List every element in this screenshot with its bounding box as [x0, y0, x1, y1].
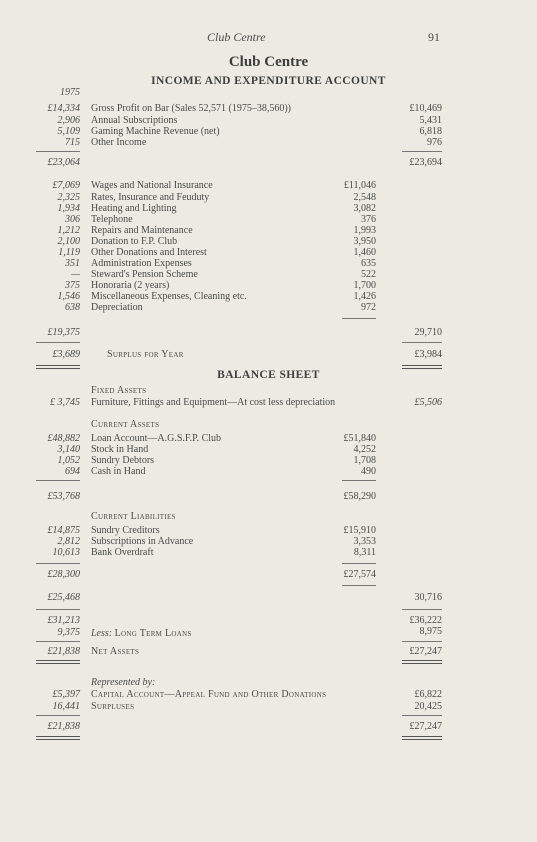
income-desc: Gross Profit on Bar (Sales 52,571 (1975–38,560)) — [91, 103, 291, 114]
surpluses-amount: 20,425 — [414, 701, 442, 712]
asset-desc: Cash in Hand — [91, 466, 146, 477]
asset-amount: £51,840 — [343, 433, 376, 444]
income-amount: £10,469 — [409, 103, 442, 114]
loans-label-text: Long Term Loans — [114, 628, 192, 639]
loans-amount: 8,975 — [419, 626, 442, 637]
asset-prev: £48,882 — [47, 433, 80, 444]
rule — [402, 641, 442, 642]
income-prev: 5,109 — [57, 126, 80, 137]
balance-heading: BALANCE SHEET — [217, 369, 320, 381]
expense-desc: Other Donations and Interest — [91, 247, 207, 258]
expense-desc: Donation to F.P. Club — [91, 236, 178, 247]
asset-desc: Stock in Hand — [91, 444, 149, 455]
rule — [342, 480, 376, 481]
liability-amount: 8,311 — [353, 547, 376, 558]
double-rule — [402, 660, 442, 664]
asset-prev: 1,052 — [57, 455, 80, 466]
rule — [342, 585, 376, 586]
rule — [36, 342, 80, 343]
expense-desc: Steward's Pension Scheme — [91, 269, 198, 280]
rule — [36, 151, 80, 152]
liability-amount: 3,353 — [353, 536, 376, 547]
current-assets-total-prev: £53,768 — [47, 491, 80, 502]
asset-desc: Loan Account—A.G.S.F.P. Club — [91, 433, 222, 444]
expense-desc: Wages and National Insurance — [91, 180, 213, 191]
loans-label — [91, 629, 192, 639]
asset-prev: 694 — [65, 466, 80, 477]
income-desc: Gaming Machine Revenue (net) — [91, 126, 220, 137]
income-prev: 2,906 — [57, 115, 80, 126]
expense-desc: Rates, Insurance and Feuduty — [91, 192, 210, 203]
expense-prev: 351 — [65, 258, 80, 269]
expense-prev: 306 — [65, 214, 80, 225]
net-assets: £27,247 — [409, 646, 442, 657]
expense-desc: Depreciation — [91, 302, 143, 313]
less-label: Less: — [91, 628, 113, 639]
expense-prev: £7,069 — [52, 180, 80, 191]
rule — [402, 715, 442, 716]
capital-prev: £5,397 — [52, 689, 80, 700]
year-label: 1975 — [60, 87, 80, 98]
income-desc: Annual Subscriptions — [91, 115, 178, 126]
final-amount: £27,247 — [409, 721, 442, 732]
expense-amount: 1,460 — [353, 247, 376, 258]
represented-by: Represented by: — [91, 677, 156, 688]
current-assets-heading: Current Assets — [91, 419, 160, 430]
expense-desc: Heating and Lighting — [91, 203, 177, 214]
asset-amount: 490 — [361, 466, 376, 477]
expense-amount: 2,548 — [353, 192, 376, 203]
income-prev: 715 — [65, 137, 80, 148]
surpluses-prev: 16,441 — [52, 701, 80, 712]
expense-prev: 638 — [65, 302, 80, 313]
expense-prev: 1,119 — [58, 247, 80, 258]
income-amount: 5,431 — [419, 115, 442, 126]
expense-desc: Administration Expenses — [91, 258, 192, 269]
expense-amount: 1,700 — [353, 280, 376, 291]
rule — [342, 563, 376, 564]
liability-prev: 2,812 — [57, 536, 80, 547]
liability-desc: Bank Overdraft — [91, 547, 154, 558]
subtotal-prev: £31,213 — [47, 615, 80, 626]
rule — [36, 563, 80, 564]
expense-amount: £11,046 — [343, 180, 376, 191]
expense-desc: Honoraria (2 years) — [91, 280, 170, 291]
current-assets-total: £58,290 — [343, 491, 376, 502]
asset-amount: 4,252 — [353, 444, 376, 455]
expense-prev: 375 — [65, 280, 80, 291]
double-rule — [36, 365, 80, 369]
expense-prev: 1,212 — [57, 225, 80, 236]
current-liabilities-total-prev: £28,300 — [47, 569, 80, 580]
expense-prev: 2,100 — [57, 236, 80, 247]
rule — [402, 151, 442, 152]
expense-amount: 522 — [361, 269, 376, 280]
income-heading: INCOME AND EXPENDITURE ACCOUNT — [151, 75, 386, 87]
expense-desc: Repairs and Maintenance — [91, 225, 193, 236]
income-amount: 6,818 — [419, 126, 442, 137]
liability-desc: Sundry Creditors — [91, 525, 160, 536]
current-liabilities-heading: Current Liabilities — [91, 511, 176, 522]
income-total-prev: £23,064 — [47, 157, 80, 168]
income-desc: Other Income — [91, 137, 147, 148]
expense-prev: 2,325 — [57, 192, 80, 203]
expense-amount: 1,426 — [353, 291, 376, 302]
surpluses-desc: Surpluses — [91, 701, 135, 712]
net-current: 30,716 — [414, 592, 442, 603]
page-number: 91 — [428, 30, 440, 44]
liability-prev: 10,613 — [52, 547, 80, 558]
loans-prev: 9,375 — [57, 627, 80, 638]
asset-desc: Sundry Debtors — [91, 455, 155, 466]
income-amount: 976 — [427, 137, 442, 148]
asset-amount: 1,708 — [353, 455, 376, 466]
liability-desc: Subscriptions in Advance — [91, 536, 194, 547]
double-rule — [36, 736, 80, 740]
liability-prev: £14,875 — [47, 525, 80, 536]
final-prev: £21,838 — [47, 721, 80, 732]
rule — [36, 641, 80, 642]
rule — [402, 609, 442, 610]
fixed-amount: £5,506 — [414, 397, 442, 408]
current-liabilities-total: £27,574 — [343, 569, 376, 580]
asset-prev: 3,140 — [57, 444, 80, 455]
fixed-prev: £ 3,745 — [50, 397, 80, 408]
double-rule — [402, 736, 442, 740]
fixed-desc: Furniture, Fittings and Equipment—At cost less depreciation — [91, 397, 336, 408]
income-total: £23,694 — [409, 157, 442, 168]
expense-amount: 376 — [361, 214, 376, 225]
expense-prev: 1,546 — [57, 291, 80, 302]
rule — [402, 342, 442, 343]
running-title: Club Centre — [207, 30, 266, 44]
rule — [36, 715, 80, 716]
subtotal: £36,222 — [409, 615, 442, 626]
rule — [342, 318, 376, 319]
expense-total: 29,710 — [414, 327, 442, 338]
net-assets-prev: £21,838 — [47, 646, 80, 657]
expense-prev: 1,934 — [57, 203, 80, 214]
capital-amount: £6,822 — [414, 689, 442, 700]
expense-amount: 972 — [361, 302, 376, 313]
expense-amount: 3,950 — [353, 236, 376, 247]
expense-amount: 635 — [361, 258, 376, 269]
expense-total-prev: £19,375 — [47, 327, 80, 338]
surplus-prev: £3,689 — [52, 349, 80, 360]
expense-desc: Telephone — [91, 214, 133, 225]
expense-amount: 1,993 — [353, 225, 376, 236]
page-title: Club Centre — [228, 54, 309, 70]
double-rule — [36, 660, 80, 664]
double-rule — [402, 365, 442, 369]
net-assets-label: Net Assets — [91, 646, 140, 657]
capital-desc: Capital Account—Appeal Fund and Other Donations — [91, 689, 327, 700]
net-current-prev: £25,468 — [47, 592, 80, 603]
expense-prev: — — [71, 269, 80, 280]
fixed-assets-heading: Fixed Assets — [91, 385, 147, 396]
income-prev: £14,334 — [47, 103, 80, 114]
liability-amount: £15,910 — [343, 525, 376, 536]
surplus-amount: £3,984 — [414, 349, 442, 360]
surplus-label: Surplus for Year — [107, 349, 184, 360]
rule — [36, 609, 80, 610]
expense-desc: Miscellaneous Expenses, Cleaning etc. — [91, 291, 247, 302]
expense-amount: 3,082 — [353, 203, 376, 214]
rule — [36, 480, 80, 481]
